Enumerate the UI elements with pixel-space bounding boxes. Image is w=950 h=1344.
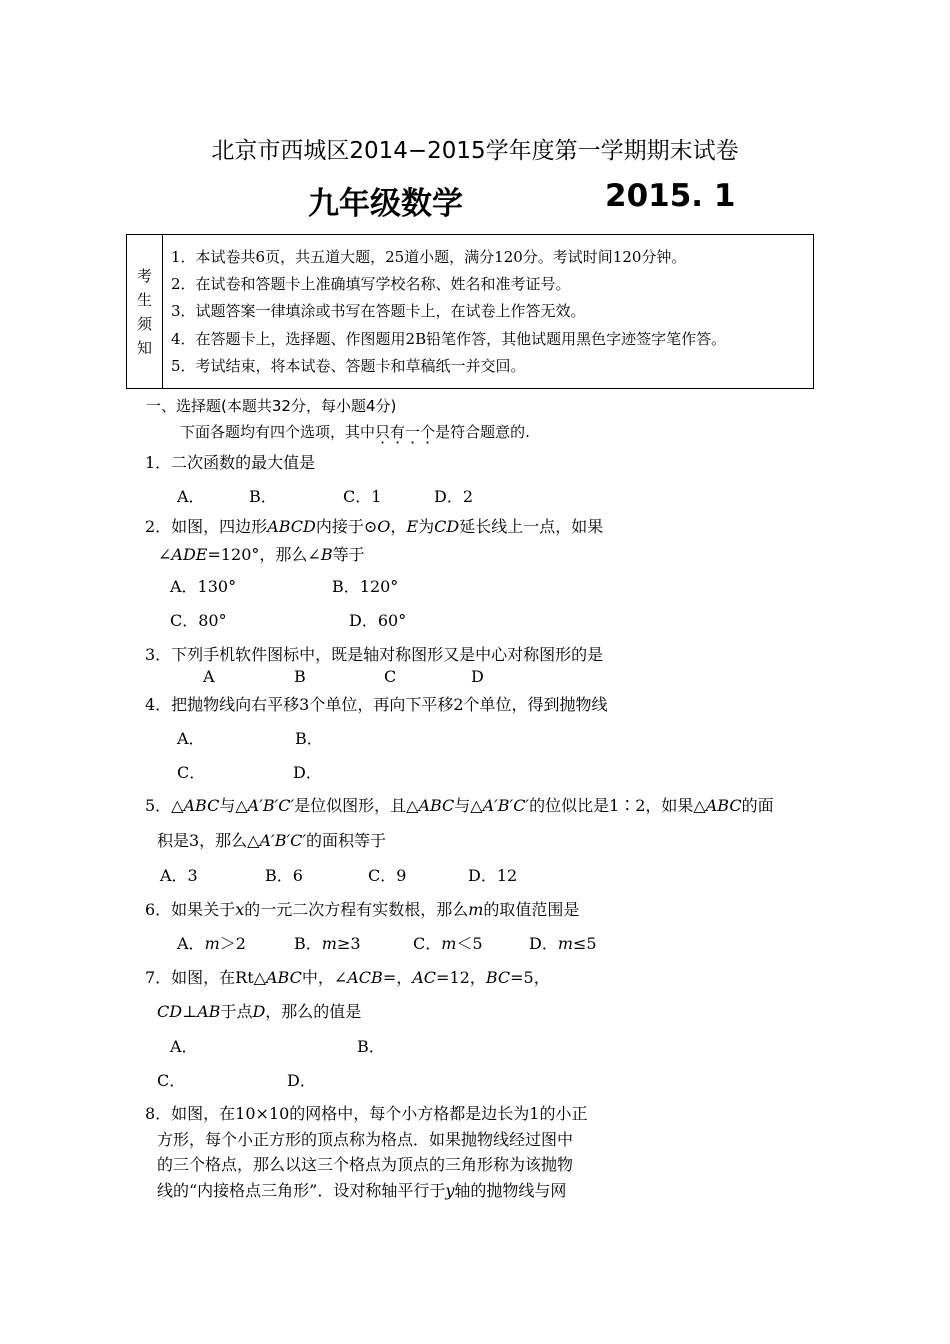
text: 等于 bbox=[332, 545, 365, 564]
math-var: O bbox=[377, 517, 391, 536]
q5-stem-line1 bbox=[145, 793, 774, 816]
text: 的一元二次方程有实数根，那么 bbox=[244, 900, 469, 919]
text: ⊥ bbox=[182, 1002, 198, 1021]
math-var: AC bbox=[412, 968, 437, 987]
q8-stem-line1: 8．如图，在10×10的网格中，每个小方格都是边长为1的小正 bbox=[145, 1104, 588, 1123]
q3-label-a: A bbox=[203, 667, 215, 686]
text: 的取值范围是 bbox=[483, 900, 580, 919]
section-title: 一、选择题(本题共32分，每小题4分) bbox=[146, 397, 397, 415]
q2-option-b: B．120° bbox=[332, 577, 399, 596]
notice-label bbox=[127, 235, 163, 388]
emphasis-char: 只 bbox=[375, 423, 391, 441]
text: 内接于⊙ bbox=[315, 517, 378, 536]
math-var: y bbox=[445, 1181, 455, 1200]
text: =120°，那么∠ bbox=[207, 545, 321, 564]
notice-label-char: 知 bbox=[136, 338, 152, 357]
math-var: E bbox=[406, 517, 419, 536]
q8-stem-line3: 的三个格点，那么以这三个格点为顶点的三角形称为该抛物 bbox=[157, 1155, 574, 1174]
q2-stem-line2 bbox=[158, 542, 365, 565]
q4-option-c: C． bbox=[177, 763, 206, 782]
q5-option-d: D．12 bbox=[468, 866, 518, 885]
math-var: AB bbox=[197, 1002, 221, 1021]
text: 与△ bbox=[454, 796, 483, 815]
text: ＜5 bbox=[456, 934, 483, 953]
math-var: A′B′C′ bbox=[247, 796, 295, 815]
math-var: D bbox=[252, 1002, 266, 1021]
text: ∠ bbox=[158, 545, 172, 564]
text: =12， bbox=[436, 968, 486, 987]
notice-label-char: 须 bbox=[136, 314, 152, 333]
text: 延长线上一点，如果 bbox=[459, 517, 604, 536]
math-var: CD bbox=[157, 1002, 183, 1021]
q8-stem-line4 bbox=[157, 1178, 566, 1201]
text: 2．如图，四边形 bbox=[145, 517, 268, 536]
q4-option-d: D． bbox=[293, 763, 322, 782]
notice-item: 1．本试卷共6页，共五道大题，25道小题，满分120分。考试时间120分钟。 bbox=[171, 248, 687, 266]
q8-stem-line2: 方形，每个小正方形的顶点称为格点．如果抛物线经过图中 bbox=[157, 1130, 574, 1149]
exam-date: 2015. 1 bbox=[605, 178, 736, 214]
notice-item: 4．在答题卡上，选择题、作图题用2B铅笔作答，其他试题用黑色字迹签字笔作答。 bbox=[171, 330, 727, 348]
notice-box bbox=[126, 234, 814, 389]
q3-label-c: C bbox=[384, 667, 397, 686]
emphasis-char: 一 bbox=[405, 423, 421, 441]
exam-subject: 九年级数学 bbox=[308, 186, 463, 222]
math-var: BC bbox=[485, 968, 511, 987]
text: 是位似图形，且△ bbox=[294, 796, 419, 815]
notice-label-char: 生 bbox=[136, 290, 152, 309]
text: 积是3，那么△ bbox=[157, 831, 260, 850]
exam-title: 北京市西城区2014−2015学年度第一学期期末试卷 bbox=[211, 138, 739, 164]
q1-stem: 1．二次函数的最大值是 bbox=[145, 453, 316, 472]
text: B． bbox=[294, 934, 322, 953]
q6-option-a bbox=[177, 931, 246, 954]
text: A． bbox=[177, 934, 205, 953]
q1-option-d: D．2 bbox=[434, 487, 474, 506]
math-var: ABC bbox=[705, 796, 742, 815]
q4-stem: 4．把抛物线向右平移3个单位，再向下平移2个单位，得到抛物线 bbox=[145, 695, 608, 714]
text: 的面积等于 bbox=[305, 831, 386, 850]
q5-stem-line2 bbox=[157, 828, 386, 851]
text: 5．△ bbox=[145, 796, 184, 815]
q1-option-a: A． bbox=[177, 487, 205, 506]
text: 轴的抛物线与网 bbox=[454, 1181, 567, 1200]
text: 中，∠ bbox=[301, 968, 348, 987]
q6-stem bbox=[145, 897, 579, 920]
text: D． bbox=[529, 934, 558, 953]
text: 的位似比是1∶2，如果△ bbox=[529, 796, 706, 815]
q2-stem-line1 bbox=[145, 514, 603, 537]
math-var: m bbox=[468, 900, 484, 919]
q5-option-b: B．6 bbox=[265, 866, 303, 885]
q4-option-a: A． bbox=[177, 729, 205, 748]
math-var: x bbox=[235, 900, 245, 919]
text: C． bbox=[413, 934, 442, 953]
math-var: m bbox=[441, 934, 457, 953]
notice-item: 2．在试卷和答题卡上准确填写学校名称、姓名和准考证号。 bbox=[171, 275, 571, 293]
q7-option-a: A． bbox=[170, 1037, 198, 1056]
math-var: ADE bbox=[171, 545, 208, 564]
instruction-text: 是符合题意的. bbox=[435, 423, 530, 441]
math-var: CD bbox=[434, 517, 460, 536]
text: 的面 bbox=[741, 796, 774, 815]
notice-label-char: 考 bbox=[136, 266, 152, 285]
math-var: A′B′C′ bbox=[482, 796, 530, 815]
q1-option-c: C．1 bbox=[343, 487, 382, 506]
q7-stem-line1 bbox=[145, 965, 550, 988]
q3-label-b: B bbox=[294, 667, 306, 686]
math-var: ABC bbox=[418, 796, 455, 815]
math-var: B bbox=[320, 545, 333, 564]
q7-option-d: D． bbox=[287, 1071, 316, 1090]
instruction-text: 下面各题均有四个选项，其中 bbox=[180, 423, 376, 441]
q7-option-c: C． bbox=[157, 1071, 186, 1090]
q7-stem-line2 bbox=[157, 999, 361, 1022]
math-var: m bbox=[321, 934, 337, 953]
q5-option-c: C．9 bbox=[368, 866, 407, 885]
q2-option-a: A．130° bbox=[170, 577, 237, 596]
text: ≤5 bbox=[573, 934, 597, 953]
notice-item: 5．考试结束，将本试卷、答题卡和草稿纸一并交回。 bbox=[171, 357, 526, 375]
notice-item: 3．试题答案一律填涂或书写在答题卡上，在试卷上作答无效。 bbox=[171, 302, 586, 320]
text: ≥3 bbox=[336, 934, 361, 953]
section-instruction bbox=[180, 421, 530, 442]
text: 为 bbox=[418, 517, 435, 536]
q2-option-c: C．80° bbox=[170, 611, 227, 630]
math-var: A′B′C′ bbox=[259, 831, 306, 850]
q6-option-d bbox=[529, 931, 597, 954]
math-var: ABCD bbox=[267, 517, 316, 536]
q1-option-b: B． bbox=[249, 487, 277, 506]
text: ， bbox=[390, 517, 407, 536]
text: 线的“内接格点三角形”．设对称轴平行于 bbox=[157, 1181, 446, 1200]
text: 6．如果关于 bbox=[145, 900, 236, 919]
q3-stem: 3．下列手机软件图标中，既是轴对称图形又是中心对称图形的是 bbox=[145, 645, 604, 664]
math-var: ABC bbox=[183, 796, 220, 815]
text: ＞2 bbox=[219, 934, 246, 953]
emphasis-char: 有 bbox=[390, 423, 406, 441]
text: 于点 bbox=[220, 1002, 253, 1021]
math-var: ABC bbox=[265, 968, 302, 987]
text: ，那么的值是 bbox=[265, 1002, 362, 1021]
text: 与△ bbox=[219, 796, 248, 815]
math-var: m bbox=[557, 934, 574, 953]
text: =， bbox=[382, 968, 413, 987]
text: =5， bbox=[510, 968, 550, 987]
q4-option-b: B． bbox=[295, 729, 323, 748]
q2-option-d: D．60° bbox=[349, 611, 407, 630]
q3-label-d: D bbox=[471, 667, 484, 686]
q5-option-a: A．3 bbox=[160, 866, 198, 885]
math-var: ACB bbox=[347, 968, 383, 987]
text: 7．如图，在Rt△ bbox=[145, 968, 266, 987]
q6-option-c bbox=[413, 931, 483, 954]
q7-option-b: B． bbox=[357, 1037, 385, 1056]
math-var: m bbox=[204, 934, 220, 953]
q6-option-b bbox=[294, 931, 361, 954]
emphasis-char: 个 bbox=[420, 423, 436, 441]
